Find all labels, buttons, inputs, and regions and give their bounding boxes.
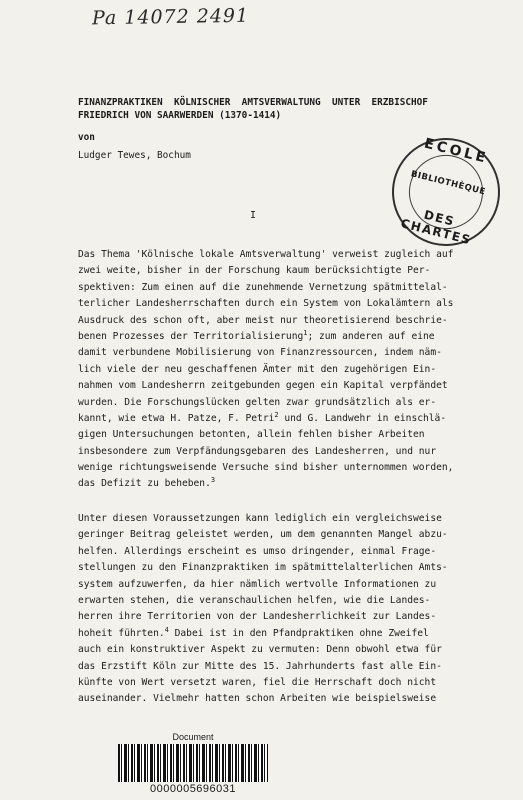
text-line [78, 476, 498, 492]
text-line [78, 411, 498, 427]
stamp-text-middle: BIBLIOTHÈQUE [409, 169, 487, 198]
barcode-title: Document [172, 732, 214, 742]
text-line: geringer Beitrag geleistet werden, um dem genannten Mangel abzu- [78, 529, 448, 541]
text-line: herren ihre Territorien von der Landesherrlichkeit zur Landes- [78, 611, 437, 623]
by-line-label: von [78, 132, 95, 143]
text-fragment: benen Prozesses der Territorialisierung [78, 330, 304, 342]
paragraph-2 [78, 511, 498, 708]
text-line: system aufzuwerfen, da hier nämlich wertvolle Informationen zu [78, 578, 437, 590]
barcode-icon [118, 744, 268, 782]
article-title: FINANZPRAKTIKEN KÖLNISCHER AMTSVERWALTUNG UNTER ERZBISCHOF FRIEDRICH VON SAARWERDEN (1370-1414) [78, 97, 428, 121]
paragraph-1 [78, 247, 498, 493]
text-line: auch ein konstruktiver Aspekt zu vermuten: Denn obwohl etwa für [78, 644, 442, 656]
text-line: wurden. Die Forschungslücken gelten zwar grundsätzlich als er- [78, 396, 437, 408]
text-fragment: ; zum anderen auf eine [307, 330, 435, 342]
text-line: terlicher Landesherrschaften durch ein System von Lokalämtern als [78, 298, 454, 310]
barcode-label-sticker [110, 732, 276, 795]
stamp-text-bottom: DES CHARTES [399, 207, 473, 248]
text-line: künfte von Wert versetzt waren, fiel die Herrschaft doch nicht [78, 676, 437, 688]
footnote-marker: 3 [210, 476, 216, 485]
text-line: Ausdruck des schon oft, aber meist nur theoretisierend beschrie- [78, 314, 448, 326]
text-line: stellungen zu den Finanzpraktiken im spätmittelalterlichen Amts- [78, 562, 448, 574]
text-line: helfen. Allerdings erscheint es umso dringender, einmal Frage- [78, 545, 437, 557]
handwritten-call-number: Pa 14072 2491 [91, 4, 250, 30]
footnote-marker: 1 [303, 328, 308, 337]
text-line: gigen Untersuchungen betonten, allein fehlen bisher Arbeiten [78, 429, 425, 441]
text-line: zwei weite, bisher in der Forschung kaum berücksichtigte Per- [78, 265, 431, 277]
text-line: nahmen vom Landesherrn zeitgebunden gegen ein Kapital verpfändet [78, 380, 448, 392]
text-line [78, 626, 498, 642]
text-line: Unter diesen Voraussetzungen kann lediglich ein vergleichsweise [78, 513, 442, 524]
text-fragment: hoheit führten. [78, 627, 165, 639]
text-line: lich viele der neu geschaffenen Ämter mit den zugehörigen Ein- [78, 363, 437, 375]
text-line: erwarten stehen, die veranschaulichen helfen, wie die Landes- [78, 594, 431, 606]
text-fragment: kannt, wie etwa H. Patze, F. Petri [78, 412, 275, 424]
footnote-marker: 4 [164, 625, 169, 634]
text-line: insbesondere zum Verpfändungsgebaren des Landesherren, und nur [78, 445, 437, 457]
text-line: spektiven: Zum einen auf die zunehmende Vernetzung spätmittelal- [78, 281, 448, 293]
stamp-text-top: ECOLE [422, 135, 490, 167]
text-line: das Erzstift Köln zur Mitte des 15. Jahrhunderts fast alle Ein- [78, 660, 442, 672]
section-number: I [250, 210, 257, 221]
text-fragment: das Defizit zu beheben. [78, 478, 211, 490]
text-line: auseinander. Vielmehr hatten schon Arbeiten wie beispielsweise [78, 693, 437, 705]
footnote-marker: 2 [274, 410, 279, 419]
text-line: damit verbundene Mobilisierung von Finanzressourcen, indem näm- [78, 347, 442, 359]
text-line: wenige richtungsweisende Versuche sind bisher unternommen worden, [78, 462, 454, 474]
text-line [78, 329, 498, 345]
library-stamp [381, 127, 512, 258]
author-name: Ludger Tewes, Bochum [78, 150, 191, 161]
barcode-number: 0000005696031 [149, 783, 237, 795]
text-fragment: und G. Landwehr in einschlä- [278, 412, 447, 424]
text-line: Das Thema 'Kölnische lokale Amtsverwaltung' verweist zugleich auf [78, 249, 454, 260]
text-fragment: Dabei ist in den Pfandpraktiken ohne Zweifel [168, 627, 429, 639]
